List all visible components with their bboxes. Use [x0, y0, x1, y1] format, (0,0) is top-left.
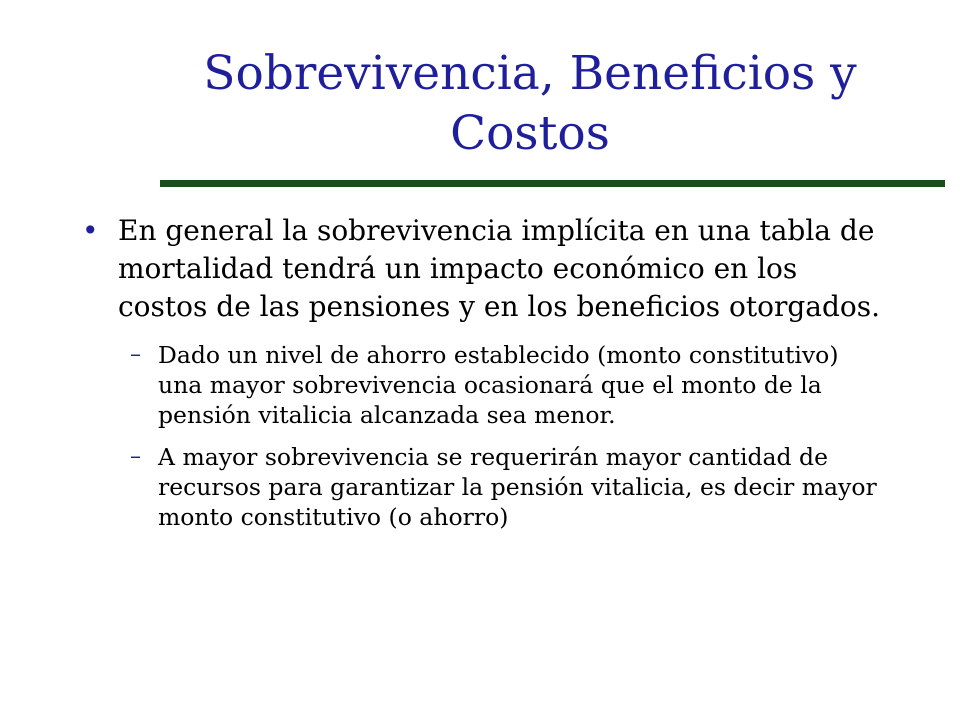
main-bullet: [82, 212, 882, 326]
dash-icon: –: [130, 444, 141, 469]
title-divider: [160, 180, 945, 187]
slide-content: [82, 212, 882, 544]
main-bullet-text: En general la sobrevivencia implícita en una tabla de mortalidad tendrá un impacto económico en los costos de las pensiones y en los beneficios otorgados.: [118, 214, 881, 323]
bullet-icon: •: [82, 214, 99, 247]
sub-bullet-1: [130, 340, 882, 430]
sub-bullet-2-text: A mayor sobrevivencia se requerirán mayor cantidad de recursos para garantizar la pensión vitalicia, es decir mayor monto constitutivo (o ahorro): [158, 443, 877, 531]
dash-icon: –: [130, 342, 141, 367]
sub-bullet-1-text: Dado un nivel de ahorro establecido (monto constitutivo) una mayor sobrevivencia ocasionará que el monto de la pensión vitalicia alcanzada sea menor.: [158, 341, 839, 429]
sub-bullet-list: [82, 340, 882, 532]
sub-bullet-2: [130, 442, 882, 532]
slide-title: Sobrevivencia, Beneficios y Costos: [203, 46, 857, 161]
